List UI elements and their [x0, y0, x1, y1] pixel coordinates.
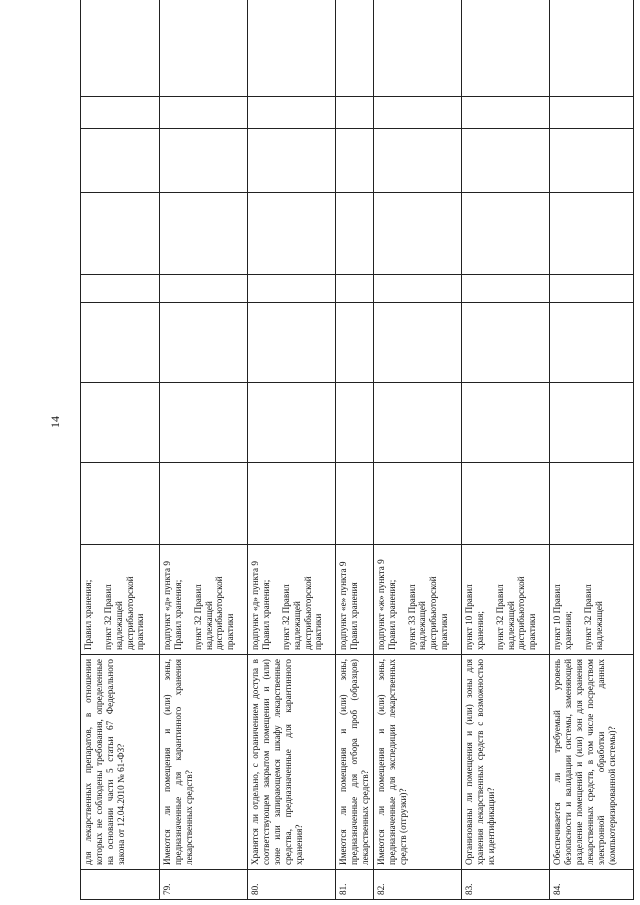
empty-cell	[81, 275, 160, 303]
empty-cell	[81, 463, 160, 545]
reference-item: пункт 32 Правил надлежащей дистрибьюторской практики	[192, 576, 236, 650]
empty-cell	[248, 0, 336, 97]
empty-cell	[160, 383, 248, 463]
table-row	[336, 0, 374, 900]
empty-cell	[550, 303, 634, 383]
reference-item: пункт 10 Правил хранения;	[552, 584, 574, 650]
empty-cell	[336, 463, 374, 545]
table-row	[248, 0, 336, 900]
row-number-cell: 79.	[160, 870, 248, 900]
reference-cell	[550, 545, 634, 655]
row-number-cell	[81, 870, 160, 900]
empty-cell	[462, 193, 550, 275]
table-row	[160, 0, 248, 900]
table-row	[550, 0, 634, 900]
empty-cell	[550, 383, 634, 463]
question-cell: Имеются ли помещения и (или) зоны, предназначенные для отбора проб (образцов) лекарственных средств?	[336, 655, 374, 870]
empty-cell	[336, 0, 374, 97]
empty-cell	[160, 303, 248, 383]
checklist-sheet	[80, 0, 620, 900]
reference-cell	[81, 545, 160, 655]
question-cell: Хранятся ли отдельно, с ограничением доступа в соответствующем закрытом помещении и (или) зоне или запирающемся шкафу лекарственные средства, предназначенные для карантинного хранения?	[248, 655, 336, 870]
empty-cell	[373, 129, 461, 193]
reference-item: пункт 32 Правил надлежащей дистрибьюторской практики	[280, 576, 324, 650]
empty-cell	[373, 303, 461, 383]
reference-cell	[248, 545, 336, 655]
table-row	[81, 0, 160, 900]
empty-cell	[81, 303, 160, 383]
empty-cell	[373, 383, 461, 463]
reference-item: подпункт «ж» пункта 9 Правил хранения;	[375, 559, 397, 650]
reference-item: пункт 33 Правил надлежащей дистрибьюторской практики	[406, 576, 450, 650]
empty-cell	[550, 193, 634, 275]
empty-cell	[248, 97, 336, 129]
empty-cell	[373, 193, 461, 275]
empty-cell	[373, 97, 461, 129]
empty-cell	[336, 383, 374, 463]
question-cell: для лекарственных препаратов, в отношении которых не соблюдены требования, определенные на основании части 5 статьи 67 Федерального закона от 12.04.2010 № 61-ФЗ?	[81, 655, 160, 870]
empty-cell	[462, 463, 550, 545]
table-body	[81, 0, 634, 900]
row-number-cell: 82.	[373, 870, 461, 900]
empty-cell	[373, 0, 461, 97]
empty-cell	[336, 97, 374, 129]
empty-cell	[373, 463, 461, 545]
reference-item: подпункт «д» пункта 9 Правил хранения;	[162, 560, 183, 650]
reference-cell	[462, 545, 550, 655]
reference-cell	[336, 545, 374, 655]
empty-cell	[550, 463, 634, 545]
empty-cell	[160, 0, 248, 97]
reference-item: Правил хранения;	[83, 579, 93, 650]
reference-cell	[373, 545, 461, 655]
reference-item: пункт 32 Правил надлежащей дистрибьюторской практики	[102, 576, 146, 650]
empty-cell	[462, 275, 550, 303]
empty-cell	[462, 129, 550, 193]
empty-cell	[160, 97, 248, 129]
empty-cell	[81, 383, 160, 463]
page-number: 14	[48, 416, 62, 428]
reference-item: пункт 32 Правил надлежащей	[582, 584, 604, 650]
reference-cell	[160, 545, 248, 655]
question-cell: Организованы ли помещения и (или) зоны для хранения лекарственных средств с возможностью их идентификации?	[462, 655, 550, 870]
empty-cell	[248, 193, 336, 275]
empty-cell	[160, 193, 248, 275]
empty-cell	[81, 129, 160, 193]
empty-cell	[462, 303, 550, 383]
empty-cell	[248, 303, 336, 383]
empty-cell	[160, 463, 248, 545]
table-row	[373, 0, 461, 900]
reference-item: подпункт «д» пункта 9 Правил хранения;	[250, 560, 272, 650]
empty-cell	[81, 193, 160, 275]
empty-cell	[550, 129, 634, 193]
empty-cell	[81, 97, 160, 129]
empty-cell	[336, 193, 374, 275]
empty-cell	[336, 275, 374, 303]
empty-cell	[81, 0, 160, 97]
empty-cell	[462, 97, 550, 129]
empty-cell	[248, 129, 336, 193]
empty-cell	[248, 275, 336, 303]
checklist-table	[80, 0, 634, 900]
empty-cell	[550, 97, 634, 129]
question-cell: Имеются ли помещения и (или) зоны, предназначенные для экспедиции лекарственных средств (отгрузки)?	[373, 655, 461, 870]
reference-item: пункт 10 Правил хранения;	[464, 584, 485, 650]
question-cell: Имеются ли помещения и (или) зоны, предназначенные для карантинного хранения лекарственных средств?	[160, 655, 248, 870]
question-cell: Обеспечивается ли требуемый уровень безопасности и валидации системы, заменяющей разделение помещений и (или) зон для хранения лекарственных средств, в том числе посредством электронной обработки данных (компьютеризированной системы)?	[550, 655, 634, 870]
empty-cell	[160, 129, 248, 193]
empty-cell	[248, 463, 336, 545]
row-number-cell: 84.	[550, 870, 634, 900]
empty-cell	[550, 0, 634, 97]
table-row	[462, 0, 550, 900]
empty-cell	[373, 275, 461, 303]
row-number-cell: 81.	[336, 870, 374, 900]
empty-cell	[462, 383, 550, 463]
empty-cell	[550, 275, 634, 303]
row-number-cell: 80.	[248, 870, 336, 900]
empty-cell	[336, 303, 374, 383]
empty-cell	[462, 0, 550, 97]
row-number-cell: 83.	[462, 870, 550, 900]
empty-cell	[160, 275, 248, 303]
empty-cell	[336, 129, 374, 193]
reference-item: пункт 32 Правил надлежащей дистрибьюторской практики	[494, 576, 538, 650]
reference-item: подпункт «е» пункта 9 Правил хранения	[338, 561, 360, 650]
empty-cell	[248, 383, 336, 463]
